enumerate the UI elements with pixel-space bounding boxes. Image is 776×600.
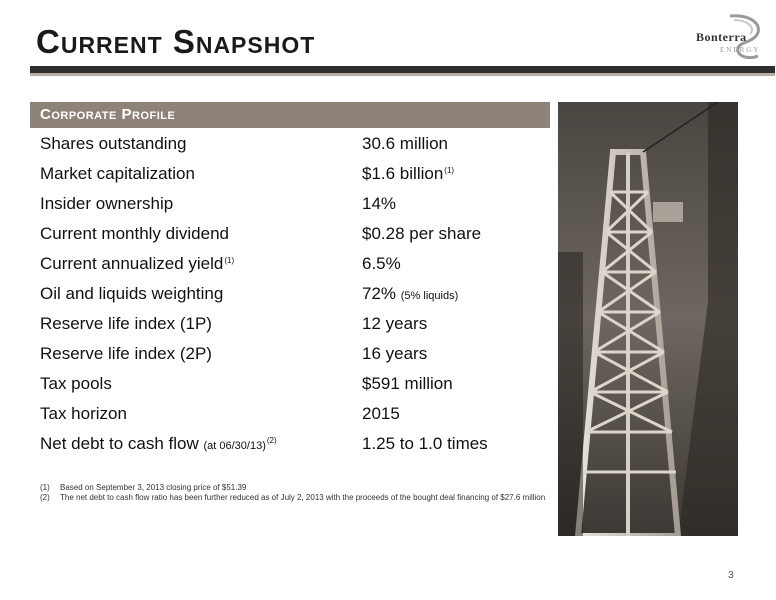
row-label: Oil and liquids weighting xyxy=(40,284,224,303)
row-label: Shares outstanding xyxy=(40,134,187,153)
table-row xyxy=(40,282,550,312)
row-label: Current monthly dividend xyxy=(40,224,229,243)
footnote xyxy=(40,483,550,493)
row-value: 30.6 million xyxy=(362,134,448,153)
row-value: 72% xyxy=(362,284,397,303)
footnote-text: Based on September 3, 2013 closing price of $51.39 xyxy=(60,483,247,492)
row-value: 12 years xyxy=(362,314,428,333)
footnote-ref: (1) xyxy=(224,256,235,265)
footnote-ref: (2) xyxy=(266,436,277,445)
footnote-number: (2) xyxy=(40,493,50,502)
section-header: Corporate Profile xyxy=(30,102,550,128)
row-label: Tax horizon xyxy=(40,404,127,423)
table-row xyxy=(40,342,550,372)
row-value-wrap xyxy=(362,164,454,184)
footnote-text: The net debt to cash flow ratio has been further reduced as of July 2, 2013 with the proceeds of the bought deal financing of $27.6 million xyxy=(60,493,546,502)
table-row xyxy=(40,252,550,282)
row-value-note: (5% liquids) xyxy=(400,290,459,302)
footnotes xyxy=(40,483,550,503)
row-label: Net debt to cash flow xyxy=(40,434,199,453)
table-row xyxy=(40,132,550,162)
table-row xyxy=(40,372,550,402)
title-rule-accent xyxy=(30,73,775,76)
footnote-number: (1) xyxy=(40,483,50,492)
row-value: $591 million xyxy=(362,374,453,393)
logo-name: Bonterra xyxy=(696,30,747,44)
row-value: $1.6 billion xyxy=(362,164,444,183)
row-value: 14% xyxy=(362,194,397,213)
row-value: 1.25 to 1.0 times xyxy=(362,434,488,453)
row-value: 6.5% xyxy=(362,254,401,273)
row-label: Reserve life index (2P) xyxy=(40,344,212,363)
row-label: Market capitalization xyxy=(40,164,195,183)
table-row xyxy=(40,222,550,252)
row-label: Current annualized yield xyxy=(40,254,224,273)
row-label: Insider ownership xyxy=(40,194,174,213)
footnote-ref: (1) xyxy=(444,166,455,175)
table-row xyxy=(40,312,550,342)
drilling-rig-image xyxy=(558,102,738,536)
table-row xyxy=(40,432,550,462)
page-title: Current Snapshot xyxy=(36,23,316,60)
drilling-rig-photo xyxy=(558,102,738,536)
row-label: Tax pools xyxy=(40,374,112,393)
page-number: 3 xyxy=(728,570,734,581)
row-label-wrap xyxy=(40,254,234,274)
row-value: 16 years xyxy=(362,344,428,363)
row-value: $0.28 per share xyxy=(362,224,482,243)
footnote xyxy=(40,493,550,503)
company-logo xyxy=(690,12,770,64)
row-label: Reserve life index (1P) xyxy=(40,314,212,333)
row-label-note: (at 06/30/13) xyxy=(203,440,266,452)
row-value: 2015 xyxy=(362,404,400,423)
logo-subtitle: ENERGY xyxy=(720,46,761,54)
row-value-wrap xyxy=(362,284,458,304)
row-label-wrap xyxy=(40,434,277,454)
table-row xyxy=(40,192,550,222)
table-row xyxy=(40,162,550,192)
table-row xyxy=(40,402,550,432)
title-rule xyxy=(30,66,775,73)
profile-table xyxy=(40,132,550,462)
